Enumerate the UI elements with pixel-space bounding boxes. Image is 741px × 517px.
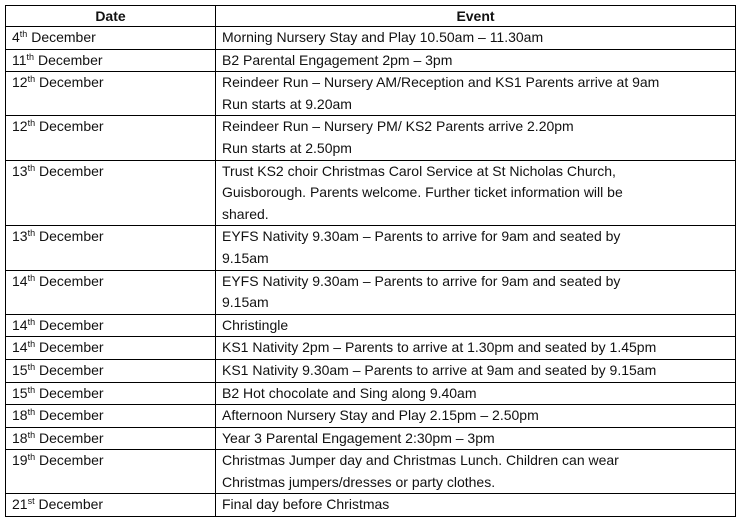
event-text-line: 9.15am	[222, 294, 269, 311]
table-row	[6, 337, 736, 360]
date-ordinal-suffix: th	[26, 51, 35, 62]
date-cell	[6, 160, 216, 226]
date-cell	[6, 72, 216, 116]
events-table-body	[6, 27, 736, 517]
date-ordinal-suffix: th	[27, 118, 36, 129]
date-cell	[6, 27, 216, 50]
date-day: 14	[12, 272, 28, 289]
date-day: 4	[12, 29, 20, 45]
event-text-line: Christmas jumpers/dresses or party clothes.	[222, 473, 496, 490]
date-ordinal-suffix: th	[27, 407, 36, 418]
date-day: 21	[12, 496, 28, 513]
event-cell	[216, 337, 736, 360]
events-table	[5, 5, 736, 517]
date-ordinal-suffix: th	[27, 339, 36, 350]
date-cell	[6, 337, 216, 360]
date-month: December	[27, 29, 96, 45]
date-cell	[6, 226, 216, 270]
date-month: December	[35, 162, 104, 179]
event-cell	[216, 314, 736, 337]
date-day: 18	[12, 429, 28, 446]
date-month: December	[35, 384, 104, 401]
table-row	[6, 405, 736, 428]
date-month: December	[35, 361, 104, 378]
date-ordinal-suffix: th	[27, 228, 36, 239]
date-month: December	[35, 316, 104, 333]
table-row	[6, 494, 736, 517]
date-cell	[6, 314, 216, 337]
event-text-line: 9.15am	[222, 249, 269, 266]
event-cell	[216, 27, 736, 50]
table-row	[6, 27, 736, 50]
date-ordinal-suffix: th	[27, 384, 36, 395]
date-cell	[6, 427, 216, 450]
event-text-line: Run starts at 2.50pm	[222, 139, 352, 156]
event-cell	[216, 359, 736, 382]
table-row	[6, 160, 736, 226]
date-month: December	[35, 452, 104, 469]
event-text-line: Christingle	[222, 316, 289, 333]
table-row	[6, 270, 736, 314]
date-month: December	[34, 51, 103, 68]
date-cell	[6, 382, 216, 405]
date-month: December	[34, 496, 104, 513]
table-row	[6, 382, 736, 405]
date-ordinal-suffix: th	[27, 316, 36, 327]
event-column-header: Event	[216, 6, 736, 27]
event-text-line: EYFS Nativity 9.30am – Parents to arrive for 9am and seated by	[222, 228, 621, 245]
date-ordinal-suffix: th	[27, 429, 36, 440]
event-text-line: Morning Nursery Stay and Play 10.50am – 11.30am	[222, 29, 544, 45]
event-text-line: Afternoon Nursery Stay and Play 2.15pm – 2.50pm	[222, 407, 539, 424]
date-month: December	[35, 407, 104, 424]
date-day: 14	[12, 316, 28, 333]
date-day: 13	[12, 162, 28, 179]
event-cell	[216, 427, 736, 450]
date-day: 18	[12, 407, 28, 424]
date-day: 19	[12, 452, 28, 469]
date-month: December	[35, 429, 104, 446]
date-cell	[6, 116, 216, 160]
date-ordinal-suffix: th	[19, 29, 28, 39]
date-ordinal-suffix: th	[27, 74, 36, 85]
table-header-row	[6, 6, 736, 27]
table-row	[6, 72, 736, 116]
date-day: 12	[12, 118, 28, 135]
event-text-line: Christmas Jumper day and Christmas Lunch. Children can wear	[222, 452, 619, 469]
date-day: 12	[12, 74, 28, 91]
event-cell	[216, 72, 736, 116]
table-row	[6, 314, 736, 337]
date-cell	[6, 359, 216, 382]
date-month: December	[35, 272, 104, 289]
date-day: 15	[12, 384, 28, 401]
event-cell	[216, 116, 736, 160]
events-table-wrapper	[5, 5, 736, 517]
event-text-line: Final day before Christmas	[222, 496, 390, 513]
date-day: 11	[12, 51, 27, 68]
date-cell	[6, 405, 216, 428]
event-text-line: Reindeer Run – Nursery AM/Reception and KS1 Parents arrive at 9am	[222, 74, 660, 91]
date-month: December	[35, 118, 104, 135]
date-cell	[6, 270, 216, 314]
date-month: December	[35, 228, 104, 245]
event-cell	[216, 160, 736, 226]
date-cell	[6, 49, 216, 72]
event-cell	[216, 450, 736, 494]
table-row	[6, 427, 736, 450]
table-row	[6, 450, 736, 494]
date-ordinal-suffix: th	[27, 361, 36, 372]
date-day: 13	[12, 228, 28, 245]
event-cell	[216, 226, 736, 270]
event-text-line: Guisborough. Parents welcome. Further ticket information will be	[222, 184, 623, 201]
table-row	[6, 359, 736, 382]
date-month: December	[35, 339, 104, 356]
date-cell	[6, 450, 216, 494]
date-ordinal-suffix: th	[27, 452, 36, 463]
event-text-line: B2 Parental Engagement 2pm – 3pm	[222, 51, 453, 68]
event-text-line: Trust KS2 choir Christmas Carol Service at St Nicholas Church,	[222, 162, 616, 179]
table-row	[6, 116, 736, 160]
date-ordinal-suffix: th	[27, 162, 36, 173]
event-text-line: Year 3 Parental Engagement 2:30pm – 3pm	[222, 429, 495, 446]
date-day: 15	[12, 361, 28, 378]
event-text-line: EYFS Nativity 9.30am – Parents to arrive for 9am and seated by	[222, 272, 621, 289]
event-text-line: Run starts at 9.20am	[222, 95, 352, 112]
event-cell	[216, 494, 736, 517]
event-text-line: Reindeer Run – Nursery PM/ KS2 Parents arrive 2.20pm	[222, 118, 574, 135]
date-column-header: Date	[6, 6, 216, 27]
date-cell	[6, 494, 216, 517]
date-day: 14	[12, 339, 28, 356]
date-ordinal-suffix: st	[27, 496, 35, 507]
event-text-line: KS1 Nativity 9.30am – Parents to arrive at 9am and seated by 9.15am	[222, 361, 657, 378]
event-cell	[216, 382, 736, 405]
event-text-line: shared.	[222, 205, 269, 222]
table-row	[6, 49, 736, 72]
event-text-line: KS1 Nativity 2pm – Parents to arrive at 1.30pm and seated by 1.45pm	[222, 339, 657, 356]
event-cell	[216, 270, 736, 314]
date-month: December	[35, 74, 104, 91]
event-cell	[216, 405, 736, 428]
event-cell	[216, 49, 736, 72]
event-text-line: B2 Hot chocolate and Sing along 9.40am	[222, 384, 477, 401]
date-ordinal-suffix: th	[27, 272, 36, 283]
table-row	[6, 226, 736, 270]
